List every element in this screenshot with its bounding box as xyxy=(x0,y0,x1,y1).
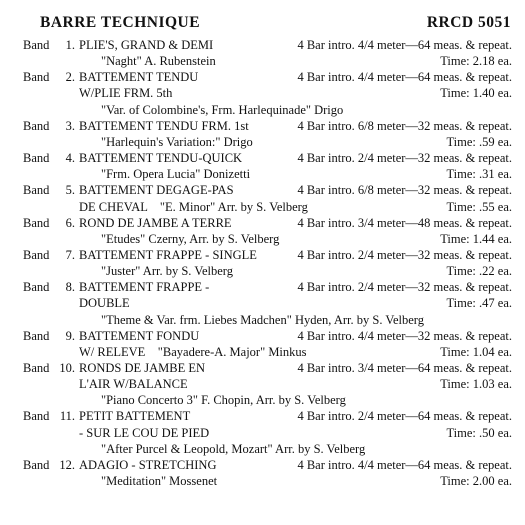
band-number: 12. xyxy=(59,457,75,472)
band-label: Band xyxy=(23,361,50,375)
music-credit: "Frm. Opera Lucia" Donizetti xyxy=(101,167,251,182)
band-detail-row xyxy=(0,295,525,311)
music-credit: "Juster" Arr. by S. Velberg xyxy=(101,264,233,279)
band-detail-row xyxy=(0,53,525,69)
band-label: Band xyxy=(23,38,50,52)
band-number: 8. xyxy=(65,280,75,295)
music-credit: "Piano Concerto 3" F. Chopin, Arr. by S. Velberg xyxy=(101,393,346,408)
page-title: BARRE TECHNIQUE xyxy=(40,14,201,31)
intro-meter: 4 Bar intro. 2/4 meter—32 meas. & repeat. xyxy=(297,247,512,262)
duration: Time: 1.03 ea. xyxy=(440,377,512,392)
band-row xyxy=(0,247,525,263)
band-label: Band xyxy=(23,280,50,295)
intro-meter: 4 Bar intro. 2/4 meter—32 meas. & repeat. xyxy=(297,280,512,295)
exercise-name: BATTEMENT TENDU xyxy=(79,70,199,85)
band-row xyxy=(0,360,525,376)
exercise-name: ROND DE JAMBE A TERRE xyxy=(79,215,232,230)
band-row xyxy=(0,279,525,295)
band-detail-row xyxy=(0,134,525,150)
exercise-name: BATTEMENT DEGAGE-PAS xyxy=(79,183,234,198)
duration: Time: 1.04 ea. xyxy=(440,344,512,359)
duration: Time: 1.40 ea. xyxy=(440,86,512,101)
intro-meter: 4 Bar intro. 2/4 meter—64 meas. & repeat. xyxy=(297,409,512,424)
band-detail-row xyxy=(0,376,525,392)
band-label: Band xyxy=(23,457,50,472)
band-number: 10. xyxy=(59,361,75,375)
exercise-name: ADAGIO - STRETCHING xyxy=(79,457,217,472)
intro-meter: 4 Bar intro. 6/8 meter—32 meas. & repeat. xyxy=(297,118,512,133)
band-row xyxy=(0,457,525,473)
duration: Time: .22 ea. xyxy=(446,264,512,279)
intro-meter: 4 Bar intro. 3/4 meter—64 meas. & repeat. xyxy=(297,361,512,375)
band-detail-row xyxy=(0,263,525,279)
band-row xyxy=(0,69,525,85)
intro-meter: 4 Bar intro. 4/4 meter—64 meas. & repeat. xyxy=(297,457,512,472)
band-label: Band xyxy=(23,70,50,85)
band-label: Band xyxy=(23,183,50,198)
band-detail-row xyxy=(0,312,525,328)
exercise-name-cont: - SUR LE COU DE PIED xyxy=(79,425,210,440)
band-detail-row xyxy=(0,392,525,408)
exercise-name-cont: W/PLIE FRM. 5th xyxy=(79,86,173,101)
duration: Time: 2.00 ea. xyxy=(440,474,512,489)
band-number: 6. xyxy=(65,215,75,230)
exercise-name-cont: W/ RELEVE "Bayadere-A. Major" Minkus xyxy=(79,344,307,359)
band-detail-row xyxy=(0,231,525,247)
band-detail-row xyxy=(0,473,525,489)
intro-meter: 4 Bar intro. 3/4 meter—48 meas. & repeat. xyxy=(297,215,512,230)
intro-meter: 4 Bar intro. 2/4 meter—32 meas. & repeat. xyxy=(297,151,512,166)
band-label: Band xyxy=(23,247,50,262)
band-label: Band xyxy=(23,409,50,424)
band-number: 1. xyxy=(65,38,75,52)
exercise-name: BATTEMENT FRAPPE - xyxy=(79,280,210,295)
intro-meter: 4 Bar intro. 4/4 meter—64 meas. & repeat. xyxy=(297,38,512,52)
band-row xyxy=(0,37,525,53)
music-credit: "Naght" A. Rubenstein xyxy=(101,54,216,69)
duration: Time: .59 ea. xyxy=(446,134,512,149)
exercise-name: BATTEMENT TENDU FRM. 1st xyxy=(79,118,249,133)
exercise-name: RONDS DE JAMBE EN xyxy=(79,361,206,375)
band-detail-row xyxy=(0,166,525,182)
band-row xyxy=(0,215,525,231)
band-number: 2. xyxy=(65,70,75,85)
header xyxy=(40,14,511,34)
intro-meter: 4 Bar intro. 4/4 meter—32 meas. & repeat. xyxy=(297,328,512,343)
music-credit: "Var. of Colombine's, Frm. Harlequinade" Drigo xyxy=(101,102,344,117)
band-detail-row xyxy=(0,441,525,457)
band-label: Band xyxy=(23,215,50,230)
exercise-name-cont: DE CHEVAL "E. Minor" Arr. by S. Velberg xyxy=(79,199,308,214)
duration: Time: .55 ea. xyxy=(446,199,512,214)
exercise-name: BATTEMENT FONDU xyxy=(79,328,200,343)
exercise-name-cont: L'AIR W/BALANCE xyxy=(79,377,188,392)
music-credit: "Etudes" Czerny, Arr. by S. Velberg xyxy=(101,231,280,246)
exercise-name: BATTEMENT FRAPPE - SINGLE xyxy=(79,247,257,262)
band-label: Band xyxy=(23,151,50,166)
band-detail-row xyxy=(0,425,525,441)
band-number: 11. xyxy=(59,409,75,424)
intro-meter: 4 Bar intro. 6/8 meter—32 meas. & repeat. xyxy=(297,183,512,198)
band-number: 5. xyxy=(65,183,75,198)
music-credit: "Harlequin's Variation:" Drigo xyxy=(101,134,253,149)
band-detail-row xyxy=(0,85,525,101)
band-label: Band xyxy=(23,328,50,343)
band-label: Band xyxy=(23,118,50,133)
band-row xyxy=(0,328,525,344)
exercise-name-cont: DOUBLE xyxy=(79,296,130,311)
band-number: 7. xyxy=(65,247,75,262)
band-detail-row xyxy=(0,199,525,215)
band-number: 4. xyxy=(65,151,75,166)
music-credit: "Meditation" Mossenet xyxy=(101,474,218,489)
band-row xyxy=(0,408,525,424)
duration: Time: .31 ea. xyxy=(446,167,512,182)
exercise-name: PLIE'S, GRAND & DEMI xyxy=(79,38,214,52)
duration: Time: 1.44 ea. xyxy=(440,231,512,246)
band-number: 9. xyxy=(65,328,75,343)
exercise-name: BATTEMENT TENDU-QUICK xyxy=(79,151,243,166)
band-row xyxy=(0,150,525,166)
duration: Time: .47 ea. xyxy=(446,296,512,311)
catalog-code: RRCD 5051 xyxy=(426,14,511,31)
duration: Time: .50 ea. xyxy=(446,425,512,440)
exercise-name: PETIT BATTEMENT xyxy=(79,409,191,424)
band-detail-row xyxy=(0,344,525,360)
band-number: 3. xyxy=(65,118,75,133)
band-detail-row xyxy=(0,102,525,118)
music-credit: "Theme & Var. frm. Liebes Madchen" Hyden, Arr. by S. Velberg xyxy=(101,312,424,327)
band-row xyxy=(0,118,525,134)
band-row xyxy=(0,182,525,198)
duration: Time: 2.18 ea. xyxy=(440,54,512,69)
music-credit: "After Purcel & Leopold, Mozart" Arr. by S. Velberg xyxy=(101,441,366,456)
intro-meter: 4 Bar intro. 4/4 meter—64 meas. & repeat. xyxy=(297,70,512,85)
